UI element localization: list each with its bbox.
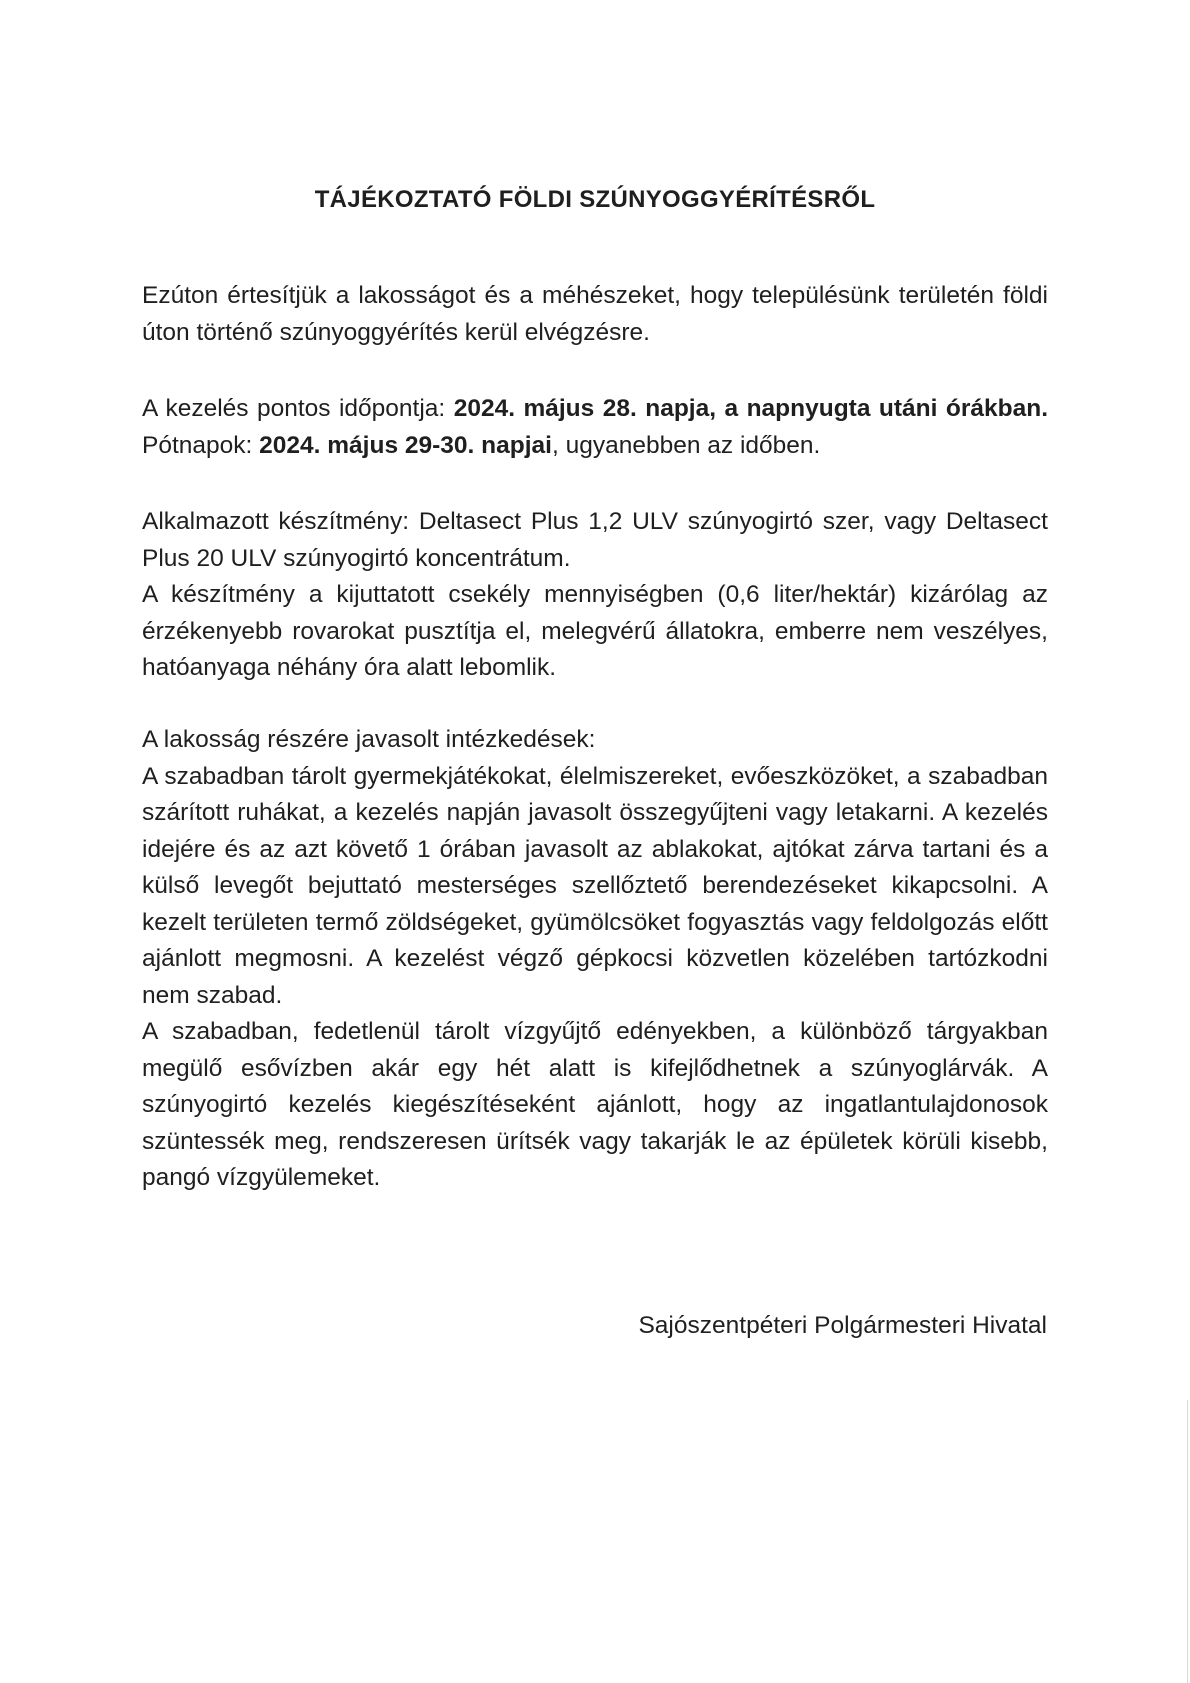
signature: Sajószentpéteri Polgármesteri Hivatal xyxy=(638,1312,1047,1339)
backup-dates: 2024. május 29-30. napjai xyxy=(259,431,552,459)
schedule-paragraph xyxy=(142,391,1048,464)
measures-section xyxy=(142,722,1048,1197)
document-title: TÁJÉKOZTATÓ FÖLDI SZÚNYOGGYÉRÍTÉSRŐL xyxy=(314,186,876,213)
treatment-date: 2024. május 28. napja, a napnyugta utáni órákban. xyxy=(453,395,1048,422)
water-paragraph: A szabadban, fedetlenül tárolt vízgyűjtő edényekben, a különböző tárgyakban megülő esővízben akár egy hét alatt is kifejlődhetnek a szúnyoglárvák. A szúnyogirtó kezelés kiegészítéseként ajánlott, hogy az ingatlantulajdonosok szüntessék meg, rendszeresen ürítsék vagy takarják le az épületek körüli kisebb, pangó vízgyülemeket. xyxy=(142,1018,1048,1191)
measures-heading: A lakosság részére javasolt intézkedések: xyxy=(142,726,596,753)
schedule-label: A kezelés pontos időpontja: xyxy=(142,395,454,422)
product-paragraph: Alkalmazott készítmény: Deltasect Plus 1,2 ULV szúnyogirtó szer, vagy Deltasect Plus 20 ULV szúnyogirtó koncentrátum. xyxy=(142,508,1048,572)
product-section xyxy=(142,504,1048,687)
schedule-suffix: , ugyanebben az időben. xyxy=(551,431,821,459)
backup-label: Pótnapok: xyxy=(142,431,260,459)
scan-edge-line xyxy=(1187,1400,1188,1683)
measures-paragraph: A szabadban tárolt gyermekjátékokat, élelmiszereket, evőeszközöket, a szabadban szárított ruhákat, a kezelés napján javasolt összegyűjteni vagy letakarni. A kezelés idejére és az azt követő 1 órában javasolt az ablakokat, ajtókat zárva tartani és a külső levegőt bejuttató mesterséges szellőztető berendezéseket kikapcsolni. A kezelt területen termő zöldségeket, gyümölcsöket fogyasztás vagy feldolgozás előtt ajánlott megmosni. A kezelést végző gépkocsi közvetlen közelében tartózkodni nem szabad. xyxy=(142,762,1048,1009)
intro-paragraph: Ezúton értesítjük a lakosságot és a méhészeket, hogy településünk területén földi úton történő szúnyoggyérítés kerül elvégzésre. xyxy=(142,282,1048,346)
product-info-paragraph: A készítmény a kijuttatott csekély mennyiségben (0,6 liter/hektár) kizárólag az érzékenyebb rovarokat pusztítja el, melegvérű állatokra, emberre nem veszélyes, hatóanyaga néhány óra alatt lebomlik. xyxy=(142,581,1048,681)
